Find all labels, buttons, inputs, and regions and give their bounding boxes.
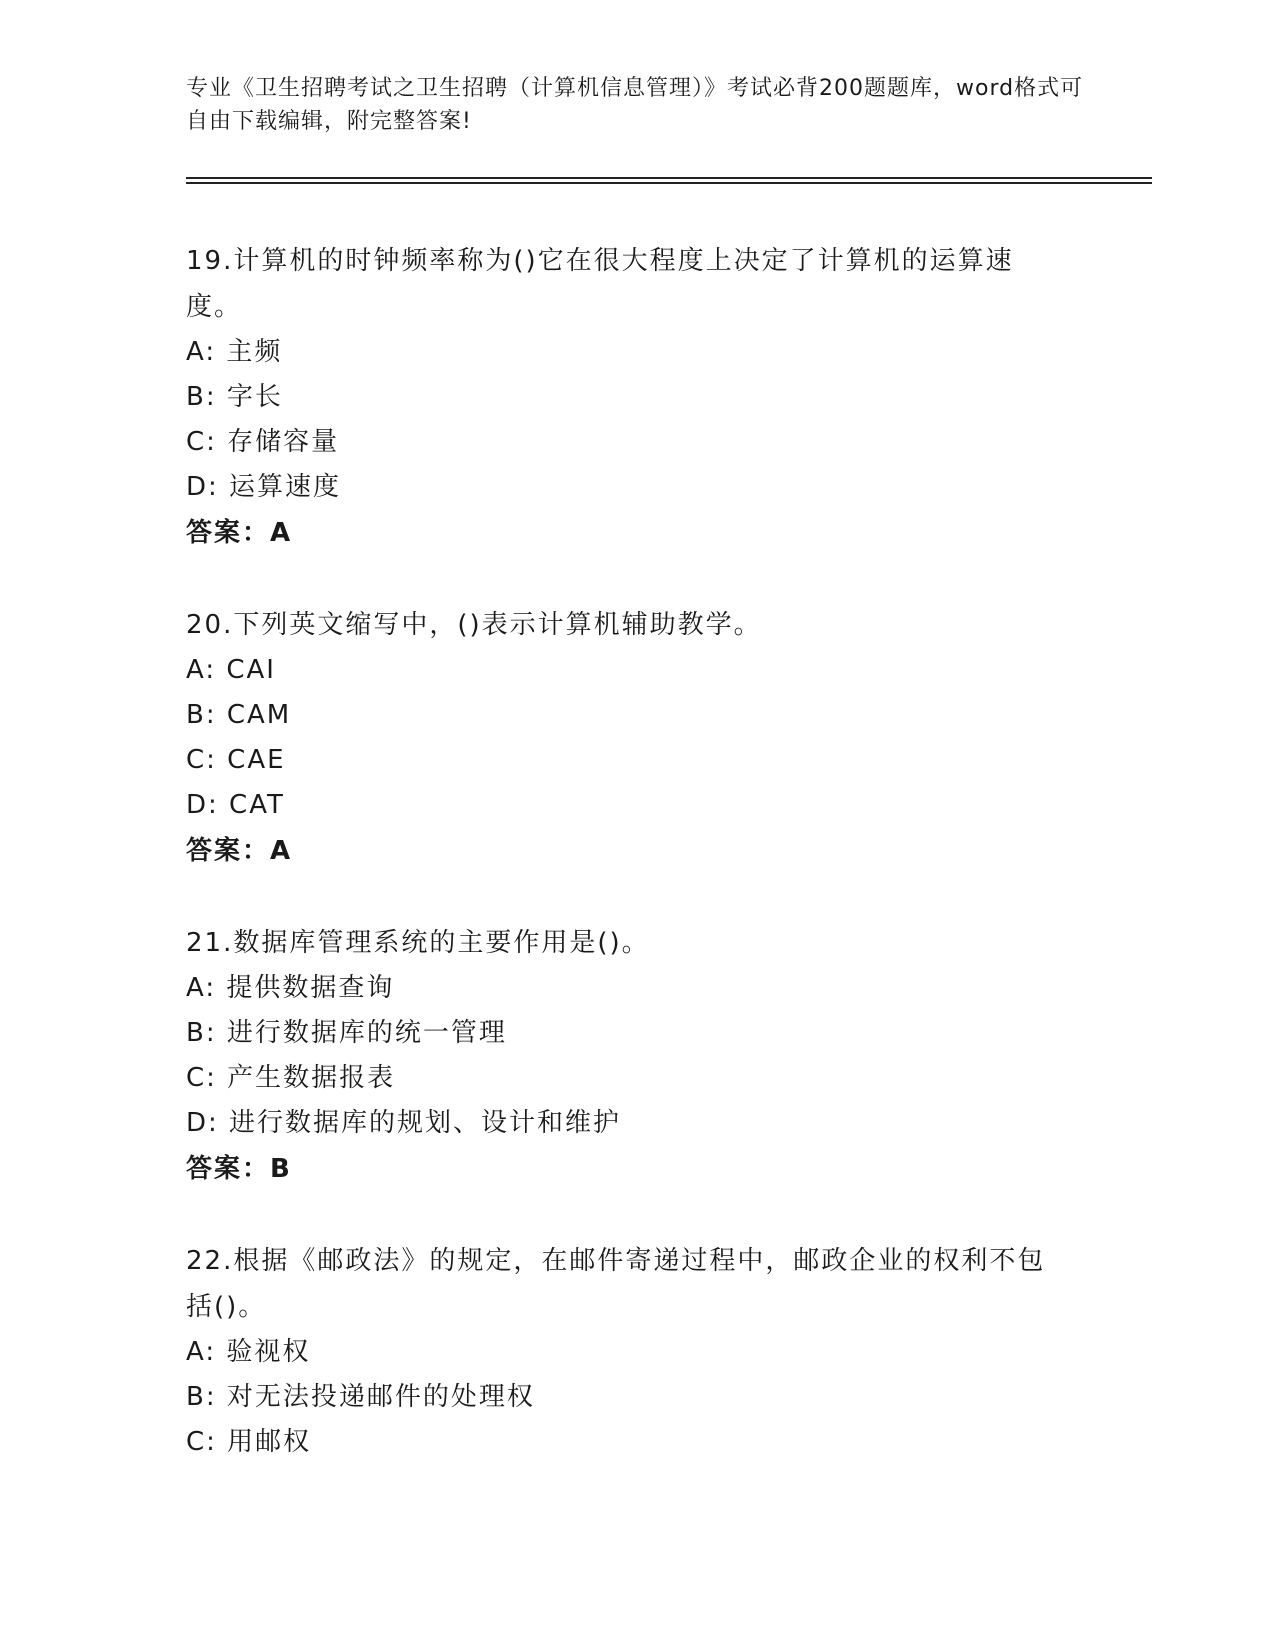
- answer: 答案：A: [186, 836, 293, 866]
- option-c: C: 产生数据报表: [186, 1063, 396, 1093]
- option-a: A: 提供数据查询: [186, 973, 395, 1003]
- question-stem: 22.根据《邮政法》的规定，在邮件寄递过程中，邮政企业的权利不包括()。: [186, 1246, 1046, 1322]
- question-stem: 20.下列英文缩写中，()表示计算机辅助教学。: [186, 610, 762, 640]
- option-c: C: 用邮权: [186, 1427, 312, 1457]
- header-divider-bottom: [186, 182, 1152, 184]
- option-d: D: 进行数据库的规划、设计和维护: [186, 1108, 622, 1138]
- header-divider-top: [186, 177, 1152, 179]
- question-22: [186, 1238, 1086, 1465]
- question-20: [186, 602, 1086, 874]
- question-stem: 19.计算机的时钟频率称为()它在很大程度上决定了计算机的运算速度。: [186, 246, 1014, 322]
- option-b: B: 进行数据库的统一管理: [186, 1018, 507, 1048]
- option-d: D: 运算速度: [186, 472, 342, 502]
- answer: 答案：A: [186, 518, 293, 548]
- question-19: [186, 238, 1086, 556]
- option-d: D: CAT: [186, 790, 285, 820]
- question-21: [186, 920, 1086, 1192]
- option-b: B: 字长: [186, 382, 283, 412]
- question-list: [186, 238, 1086, 1511]
- option-b: B: CAM: [186, 700, 292, 730]
- option-b: B: 对无法投递邮件的处理权: [186, 1382, 535, 1412]
- answer: 答案：B: [186, 1154, 292, 1184]
- question-stem: 21.数据库管理系统的主要作用是()。: [186, 928, 650, 958]
- option-c: C: 存储容量: [186, 427, 340, 457]
- option-a: A: 验视权: [186, 1337, 311, 1367]
- option-a: A: 主频: [186, 337, 283, 367]
- option-c: C: CAE: [186, 745, 286, 775]
- document-header: 专业《卫生招聘考试之卫生招聘（计算机信息管理）》考试必背200题题库，word格式可自由下载编辑，附完整答案!: [186, 76, 1084, 134]
- option-a: A: CAI: [186, 655, 276, 685]
